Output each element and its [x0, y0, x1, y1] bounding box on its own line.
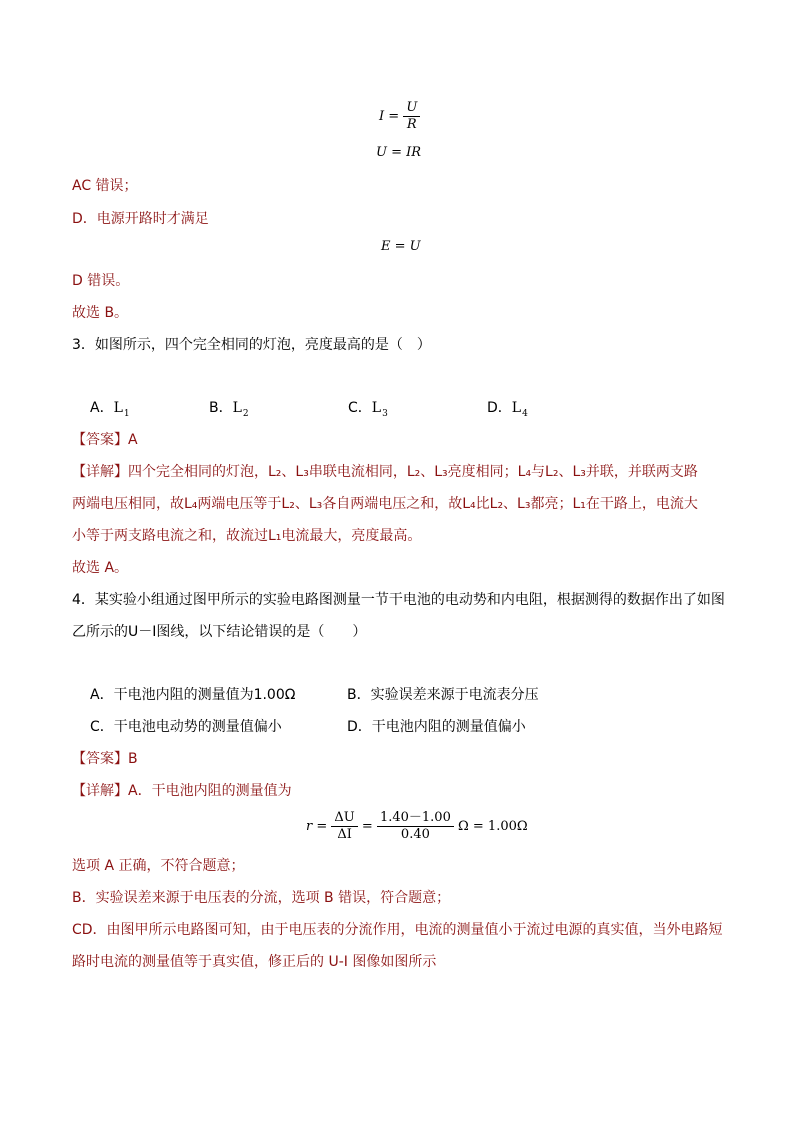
eq-numerator: U [403, 100, 420, 117]
eq-denominator: 0.40 [400, 827, 430, 842]
q4-option-d [347, 717, 526, 737]
option-letter: C． [348, 400, 372, 416]
q3-stem: 3．如图所示，四个完全相同的灯泡，亮度最高的是（ ） [72, 337, 431, 353]
answer-value: B [128, 751, 138, 767]
option-letter: B． [209, 400, 233, 416]
q3-detail-line-2: 两端电压相同，故L₄两端电压等于L₂、L₃各自两端电压之和，故L₄比L₂、L₃都亮；L₁在干路上，电流大 [72, 496, 698, 512]
detail-text: A．干电池内阻的测量值为 [128, 783, 292, 799]
q4-stem-line-1: 4．某实验小组通过图甲所示的实验电路图测量一节干电池的电动势和内电阻，根据测得的数据作出了如图 [72, 592, 725, 608]
eq-numerator: ΔU [331, 810, 357, 827]
q4-detail-line-3: B．实验误差来源于电压表的分流，选项 B 错误，符合题意； [72, 890, 451, 906]
lamp-subscript: 2 [242, 409, 249, 419]
eq-fraction-values [377, 810, 454, 843]
option-letter: A． [90, 400, 114, 416]
q4-stem-line-2: 乙所示的U－I图线，以下结论错误的是（ ） [72, 624, 367, 640]
eq-denominator: ΔI [337, 827, 352, 842]
eq-denominator: R [406, 117, 417, 132]
q3-option-a [90, 398, 130, 420]
answer-value: A [128, 432, 138, 448]
q4-detail-line-2: 选项 A 正确，不符合题意； [72, 858, 245, 874]
answer-tag: 【答案】 [72, 751, 128, 767]
equation-internal-resistance [306, 810, 528, 843]
answer-tag: 【答案】 [72, 432, 128, 448]
q4-option-c [90, 717, 282, 737]
q3-option-d [487, 398, 528, 420]
detail-tag: 【详解】 [72, 464, 128, 480]
eq-fraction-delta [331, 810, 357, 843]
eq-equals: = [388, 109, 400, 124]
equation-e-u: E = U [381, 239, 421, 254]
q4-option-b [347, 685, 539, 705]
lamp-label: L [232, 400, 242, 416]
d-option-text: D．电源开路时才满足 [72, 211, 209, 227]
q4-detail-line-4: CD．由图甲所示电路图可知，由于电压表的分流作用，电流的测量值小于流过电源的真实值，当外电路短 [72, 922, 723, 938]
option-letter: D． [347, 719, 372, 735]
eq-equals: = [316, 819, 328, 834]
option-letter: D． [487, 400, 512, 416]
q4-detail-line-1 [72, 781, 292, 801]
q3-answer [72, 430, 138, 450]
option-text: 干电池内阻的测量值为1.00Ω [113, 687, 296, 703]
ac-wrong-text: AC 错误； [72, 178, 138, 194]
q3-choose: 故选 A。 [72, 560, 129, 576]
q3-detail-line-3: 小等于两支路电流之和，故流过L₁电流最大，亮度最高。 [72, 528, 422, 544]
eq-equals: = [361, 819, 373, 834]
lamp-label: L [113, 400, 123, 416]
option-letter: B． [347, 687, 371, 703]
option-letter: C． [90, 719, 114, 735]
q3-option-c [348, 398, 388, 420]
lamp-label: L [511, 400, 522, 416]
eq-numerator: 1.40－1.00 [377, 810, 454, 827]
choose-b-text: 故选 B。 [72, 305, 129, 321]
eq-result: Ω = 1.00Ω [458, 819, 528, 834]
q4-detail-line-5: 路时电流的测量值等于真实值，修正后的 U-I 图像如图所示 [72, 954, 437, 970]
lamp-subscript: 4 [522, 409, 528, 419]
equation-ohm [379, 100, 420, 133]
q3-detail-line-1 [72, 462, 698, 482]
eq-symbol-r: r [306, 819, 313, 834]
lamp-label: L [371, 400, 382, 416]
detail-tag: 【详解】 [72, 783, 128, 799]
lamp-subscript: 1 [123, 409, 130, 419]
detail-text: 四个完全相同的灯泡，L₂、L₃串联电流相同，L₂、L₃亮度相同；L₄与L₂、L₃并联，并联两支路 [128, 464, 698, 480]
eq-fraction [403, 100, 420, 133]
q4-answer [72, 749, 138, 769]
q4-option-a [90, 685, 295, 705]
option-text: 实验误差来源于电流表分压 [370, 687, 539, 703]
lamp-subscript: 3 [382, 409, 388, 419]
option-text: 干电池内阻的测量值偏小 [371, 719, 526, 735]
option-text: 干电池电动势的测量值偏小 [113, 719, 282, 735]
eq-symbol-i: I [379, 109, 385, 124]
equation-u-ir: U = IR [376, 145, 422, 160]
option-letter: A． [90, 687, 114, 703]
q3-option-b [209, 398, 249, 420]
d-wrong-text: D 错误。 [72, 273, 130, 289]
